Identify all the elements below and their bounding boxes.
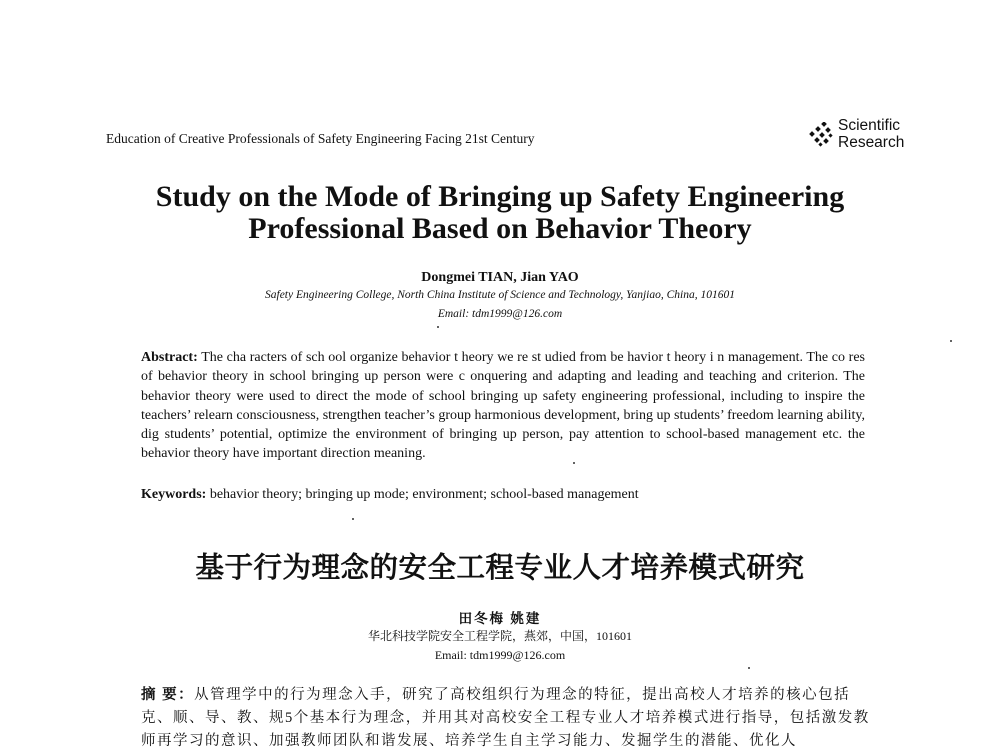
abstract-text: The cha racters of sch ool organize behavior t heory we re st udied from be havior t heory i n management. The co res of behavior theory in school bringing up person were c onquering and adapting and leading and teaching and criterion. The behavior theory were used to direct the mode of school bringing up safety engineering professional, including to inspire the teachers’ relearn consciousness, strengthen teacher’s group harmonious development, bring up students’ freedom learning ability, dig students’ potential, optimize the environment of bringing up person, pay attention to school-based management etc. the behavior theory have important direction meaning. [141, 350, 866, 462]
affiliation-cn: 华北科技学院安全工程学院，燕郊，中国，101601 [367, 629, 632, 643]
abstract-cn-text: 从管理学中的行为理念入手，研究了高校组织行为理念的特征，提出高校人才培养的核心包括克、顺、导、教、规5个基本行为理念，并用其对高校安全工程专业人才培养模式进行指导，包括激发教师再学习的意识、加强教师团队和谐发展、培养学生自主学习能力、发掘学生的潜能、优化人 [141, 687, 870, 749]
authors: Dongmei TIAN, Jian YAO [421, 270, 579, 285]
logo-dots-icon [806, 122, 834, 148]
abstract [141, 348, 865, 464]
scan-speck [950, 340, 952, 342]
keywords [141, 487, 639, 503]
abstract-label: Abstract: [141, 350, 198, 365]
scan-speck [437, 326, 439, 328]
scan-speck [352, 518, 354, 520]
scan-speck [573, 462, 575, 464]
paper-title-line-2: Professional Based on Behavior Theory [248, 212, 752, 245]
paper-title-cn: 基于行为理念的安全工程专业人才培养模式研究 [195, 551, 805, 584]
paper-title-line-1: Study on the Mode of Bringing up Safety Engineering [155, 180, 845, 213]
paper-title [100, 181, 900, 245]
email: Email: tdm1999@126.com [437, 308, 563, 320]
abstract-cn [141, 684, 871, 753]
publisher-logo [806, 118, 906, 154]
logo-text-scientific: Scientific [838, 117, 901, 134]
authors-cn: 田冬梅 姚建 [458, 611, 542, 626]
logo-text-research: Research [838, 134, 905, 151]
running-header: Education of Creative Professionals of Safety Engineering Facing 21st Century [106, 131, 535, 146]
keywords-label: Keywords: [141, 487, 207, 502]
keywords-text: behavior theory; bringing up mode; environment; school-based management [209, 487, 639, 502]
affiliation: Safety Engineering College, North China Institute of Science and Technology, Yanjiao, China, 101601 [265, 289, 735, 301]
abstract-cn-label: 摘 要： [141, 687, 195, 703]
scan-speck [748, 667, 750, 669]
email-cn: Email: tdm1999@126.com [434, 648, 566, 662]
